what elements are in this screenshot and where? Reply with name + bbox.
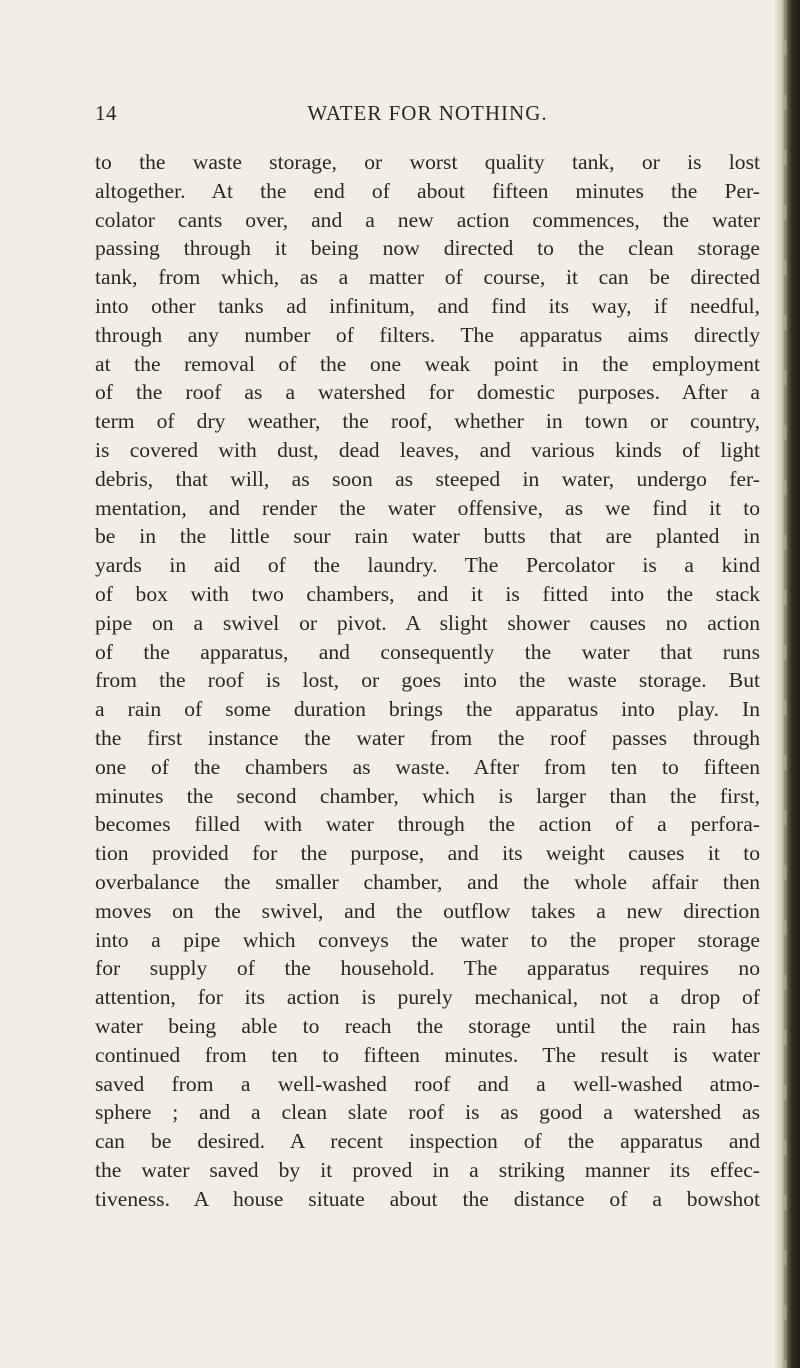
text-line: saved from a well-washed roof and a well-washed atmo- [95,1071,760,1096]
text-line: the first instance the water from the roof passes through [95,725,760,750]
text-line: be in the little sour rain water butts that are planted in [95,524,760,549]
text-line: is covered with dust, dead leaves, and various kinds of light [95,437,760,462]
body-text [95,148,760,1213]
text-line: colator cants over, and a new action commences, the water [95,207,760,232]
text-line: through any number of filters. The apparatus aims directly [95,322,760,347]
text-line: tion provided for the purpose, and its weight causes it to [95,841,760,866]
running-title: WATER FOR NOTHING. [307,101,548,125]
text-line: of box with two chambers, and it is fitted into the stack [95,581,760,606]
text-line: pipe on a swivel or pivot. A slight shower causes no action [95,610,760,635]
text-line: of the roof as a watershed for domestic purposes. After a [95,380,760,405]
text-line: moves on the swivel, and the outflow takes a new direction [95,898,760,923]
text-line: yards in aid of the laundry. The Percolator is a kind [95,553,760,578]
text-line: overbalance the smaller chamber, and the whole affair then [95,869,760,894]
page-binding-edge [774,0,800,1368]
text-line: the water saved by it proved in a striking manner its effec- [95,1157,760,1182]
text-line: into other tanks ad infinitum, and find its way, if needful, [95,293,760,318]
text-line: term of dry weather, the roof, whether in town or country, [95,409,760,434]
text-line: can be desired. A recent inspection of the apparatus and [95,1129,760,1154]
text-line: one of the chambers as waste. After from ten to fifteen [95,754,760,779]
running-header [95,101,760,127]
text-line: for supply of the household. The apparatus requires no [95,956,760,981]
text-line: altogether. At the end of about fifteen minutes the Per- [95,178,760,203]
text-line: sphere ; and a clean slate roof is as good a watershed as [95,1100,760,1125]
text-line: passing through it being now directed to the clean storage [95,236,760,261]
text-line: from the roof is lost, or goes into the waste storage. But [95,668,760,693]
text-line: tiveness. A house situate about the distance of a bowshot [95,1186,760,1211]
page-number: 14 [95,101,117,125]
text-line: into a pipe which conveys the water to the proper storage [95,927,760,952]
text-line: water being able to reach the storage until the rain has [95,1013,760,1038]
text-line: attention, for its action is purely mechanical, not a drop of [95,985,760,1010]
text-line: minutes the second chamber, which is larger than the first, [95,783,760,808]
text-line: tank, from which, as a matter of course, it can be directed [95,265,760,290]
text-line: debris, that will, as soon as steeped in water, undergo fer- [95,466,760,491]
text-line: of the apparatus, and consequently the water that runs [95,639,760,664]
text-line: continued from ten to fifteen minutes. The result is water [95,1042,760,1067]
text-line: mentation, and render the water offensive, as we find it to [95,495,760,520]
text-line: to the waste storage, or worst quality tank, or is lost [95,150,760,174]
text-line: at the removal of the one weak point in the employment [95,351,760,376]
text-line: becomes filled with water through the action of a perfora- [95,812,760,837]
text-line: a rain of some duration brings the apparatus into play. In [95,697,760,722]
